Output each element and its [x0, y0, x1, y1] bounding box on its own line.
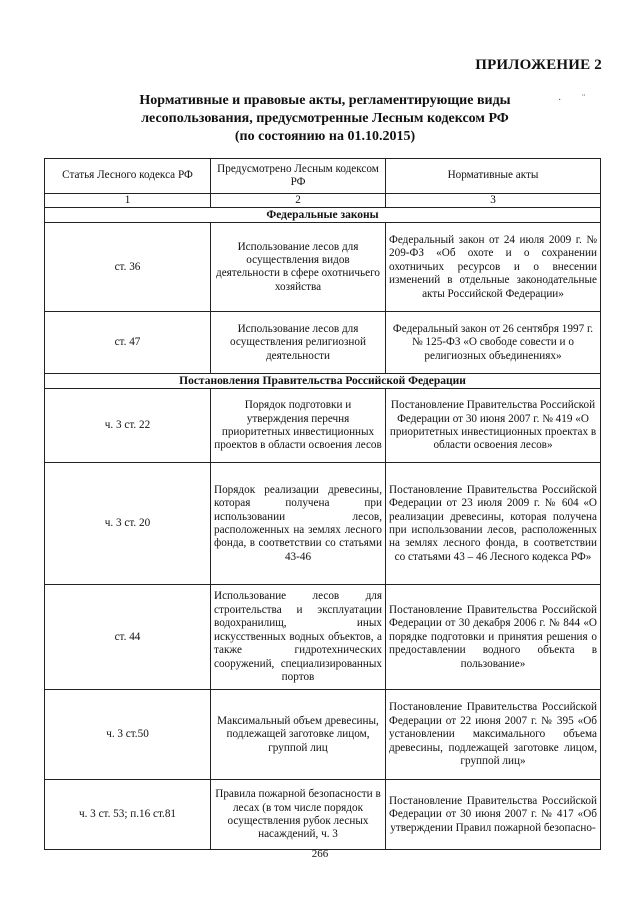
column-number: 2 [211, 194, 386, 208]
title-line-2: лесопользования, предусмотренные Лесным кодексом РФ [141, 111, 509, 126]
appendix-label: ПРИЛОЖЕНИЕ 2 [475, 57, 602, 73]
act-cell: Постановление Правительства Российской Федерации от 22 июня 2007 г. № 395 «Об установлении максимального объема древесины, подлежащей заготовке лицом, группой лиц» [386, 690, 601, 780]
article-cell: ст. 44 [45, 585, 211, 690]
provision-cell: Использование лесов для осуществления видов деятельности в сфере охотничьего хозяйства [211, 223, 386, 312]
table-row [45, 780, 601, 850]
article-cell: ст. 47 [45, 312, 211, 374]
table-row [45, 389, 601, 463]
document-title [60, 92, 590, 146]
header-article: Статья Лесного кодекса РФ [45, 159, 211, 194]
title-line-3: (по состоянию на 01.10.2015) [234, 129, 416, 144]
header-provision: Предусмотрено Лесным кодексом РФ [211, 159, 386, 194]
header-acts: Нормативные акты [386, 159, 601, 194]
table-row [45, 585, 601, 690]
provision-cell: Использование лесов для осуществления религиозной деятельности [211, 312, 386, 374]
article-cell: ст. 36 [45, 223, 211, 312]
article-cell: ч. 3 ст. 22 [45, 389, 211, 463]
column-number: 3 [386, 194, 601, 208]
article-cell: ч. 3 ст.50 [45, 690, 211, 780]
provision-cell: Максимальный объем древесины, подлежащей заготовке лицом, группой лиц [211, 690, 386, 780]
act-cell: Постановление Правительства Российской Федерации от 30 июня 2007 г. № 417 «Об утверждении Правил пожарной безопасно- [386, 780, 601, 850]
scan-speck: · [558, 95, 562, 106]
table-row [45, 690, 601, 780]
table-row [45, 223, 601, 312]
scan-speck: ¨ [582, 93, 586, 104]
section-title: Постановления Правительства Российской Федерации [45, 374, 601, 389]
table-row [45, 312, 601, 374]
act-cell: Постановление Правительства Российской Федерации от 30 июня 2007 г. № 419 «О приоритетных инвестиционных проектах в области освоения лесов» [386, 389, 601, 463]
provision-cell: Порядок подготовки и утверждения перечня приоритетных инвестиционных проектов в области освоения лесов [211, 389, 386, 463]
act-cell: Постановление Правительства Российской Федерации от 23 июля 2009 г. № 604 «О реализации древесины, которая получена при использовании лесов, расположенных на землях лесного фонда, в соответствии со статьями 43 – 46 Лесного кодекса РФ» [386, 463, 601, 585]
section-title: Федеральные законы [45, 208, 601, 223]
column-numbers-row [45, 194, 601, 208]
act-cell: Постановление Правительства Российской Федерации от 30 декабря 2006 г. № 844 «О порядке подготовки и принятия решения о предоставлении водного объекта в пользование» [386, 585, 601, 690]
section-row-government-decrees [45, 374, 601, 389]
column-number: 1 [45, 194, 211, 208]
title-line-1: Нормативные и правовые акты, регламентирующие виды [139, 93, 511, 108]
table-header-row [45, 159, 601, 194]
act-cell: Федеральный закон от 24 июля 2009 г. № 209-ФЗ «Об охоте и о сохранении охотничьих ресурсов и о внесении изменений в отдельные законодательные акты Российской Федерации» [386, 223, 601, 312]
page-number: 266 [311, 848, 329, 860]
provision-cell: Правила пожарной безопасности в лесах (в том числе порядок осуществления рубок лесных насаждений, ч. 3 [211, 780, 386, 850]
provision-cell: Порядок реализации древесины, которая получена при использовании лесов, расположенных на землях лесного фонда, в соответствии со статьями 43-46 [211, 463, 386, 585]
regulations-table [44, 158, 601, 850]
article-cell: ч. 3 ст. 20 [45, 463, 211, 585]
act-cell: Федеральный закон от 26 сентября 1997 г. № 125-ФЗ «О свободе совести и о религиозных объединениях» [386, 312, 601, 374]
table-row [45, 463, 601, 585]
article-cell: ч. 3 ст. 53; п.16 ст.81 [45, 780, 211, 850]
section-row-federal-laws [45, 208, 601, 223]
provision-cell: Использование лесов для строительства и эксплуатации водохранилищ, иных искусственных водных объектов, а также гидротехнических сооружений, специализированных портов [211, 585, 386, 690]
